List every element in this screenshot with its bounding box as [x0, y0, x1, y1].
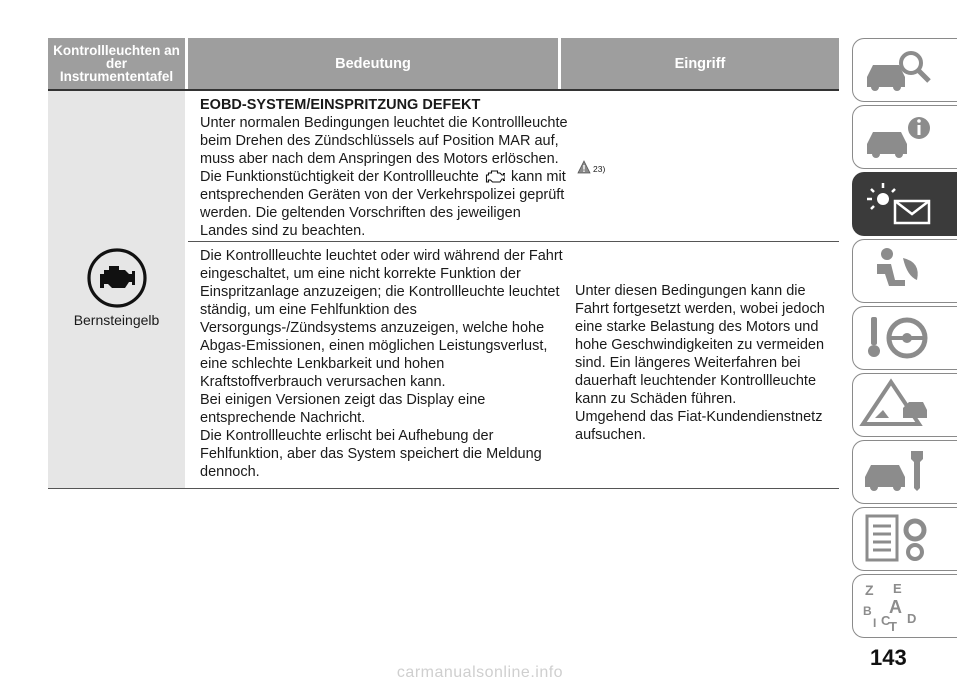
footnote-reference: [577, 160, 605, 174]
row1-text-before-icon: Unter normalen Bedingungen leuchtet die Kontrollleuchte beim Drehen des Zündschlüssels auf Position MAR auf, muss aber nach dem Anspringen des Motors erlöschen. Die Funktionstüchtigkeit der Kontrollleuchte: [200, 115, 568, 185]
row1-title: EOBD-SYSTEM/EINSPRITZUNG DEFEKT: [200, 97, 481, 113]
svg-text:A: A: [889, 597, 902, 617]
key-steering-icon: [859, 311, 939, 365]
row-divider: [188, 241, 839, 242]
svg-text:Z: Z: [865, 582, 874, 598]
tab-safety[interactable]: [852, 239, 957, 303]
header-lamp: Kontrollleuchten an der Instrumententafel: [48, 38, 185, 89]
warning-triangle-icon: [577, 160, 591, 174]
engine-check-icon: [86, 247, 148, 309]
row2-action-line: Unter diesen Bedingungen kann die Fahrt fortgesetzt werden, wobei jedoch eine starke Belastung des Motors und hohe Geschwindigkeiten zu vermeiden sind. Ein längeres Weiterfahren bei dauerhaft leuchtender Kontrollleuchte kann zu Schäden führen.: [575, 283, 825, 407]
svg-text:E: E: [893, 581, 902, 596]
svg-text:B: B: [863, 604, 872, 618]
row2-action-line: Umgehend das Fiat-Kundendienstnetz aufsuchen.: [575, 409, 823, 443]
car-service-icon: [859, 445, 939, 499]
row2-meaning-line: Die Kontrollleuchte leuchtet oder wird während der Fahrt eingeschaltet, um eine nicht korrekte Funktion der Einspritzanlage anzuzeigen; die Kontrollleuchte leuchtet ständig, um eine Fehlfunktion des Versorgungs-/Zündsystems anzuzeigen, welche hohe Abgas-Emissionen, einen möglichen Leistungsverlust, eine schlechte Lenkbarkeit und hohen Kraftstoffverbrauch verursachen kann.: [200, 248, 563, 390]
tab-car-search[interactable]: [852, 38, 957, 102]
row1-meaning: [200, 96, 570, 240]
warning-light-mail-icon: [859, 177, 939, 231]
svg-text:C: C: [881, 613, 891, 628]
row2-action: [575, 282, 843, 444]
row1-text-after-icon: kann mit entsprechenden Geräten von der Verkehrspolizei geprüft werden. Die geltenden Vorschriften des jeweiligen Landes sind zu beachten.: [200, 169, 566, 239]
engine-check-icon: [485, 169, 505, 183]
tab-warning-lights[interactable]: [852, 172, 957, 236]
tab-technical-data[interactable]: [852, 507, 957, 571]
lamp-color-label: Bernsteingelb: [73, 312, 160, 328]
tab-starting-driving[interactable]: [852, 306, 957, 370]
svg-text:T: T: [889, 619, 897, 633]
svg-text:I: I: [873, 616, 877, 630]
row2-meaning: [200, 247, 570, 481]
row2-meaning-line: Die Kontrollleuchte erlischt bei Aufhebung der Fehlfunktion, aber das System speichert die Meldung dennoch.: [200, 428, 542, 480]
header-action: Eingriff: [561, 38, 839, 89]
reference-number: 23): [593, 164, 606, 174]
tab-alphabetical-index[interactable]: [852, 574, 957, 638]
page-number: 143: [870, 645, 907, 670]
car-search-icon: [859, 43, 939, 97]
svg-text:D: D: [907, 611, 917, 626]
table-bottom-border: [48, 488, 839, 489]
row2-meaning-line: Bei einigen Versionen zeigt das Display eine entsprechende Nachricht.: [200, 392, 486, 426]
car-info-icon: [859, 110, 939, 164]
airbag-seat-icon: [859, 244, 939, 298]
road-warning-icon: [859, 378, 939, 432]
tab-emergency[interactable]: [852, 373, 957, 437]
tab-maintenance[interactable]: [852, 440, 957, 504]
watermark: carmanualsonline.info: [396, 664, 564, 681]
header-meaning: Bedeutung: [188, 38, 558, 89]
tech-data-icon: [859, 512, 939, 566]
alphabet-index-icon: [859, 579, 939, 633]
tab-car-info[interactable]: [852, 105, 957, 169]
lamp-column: [48, 91, 185, 488]
